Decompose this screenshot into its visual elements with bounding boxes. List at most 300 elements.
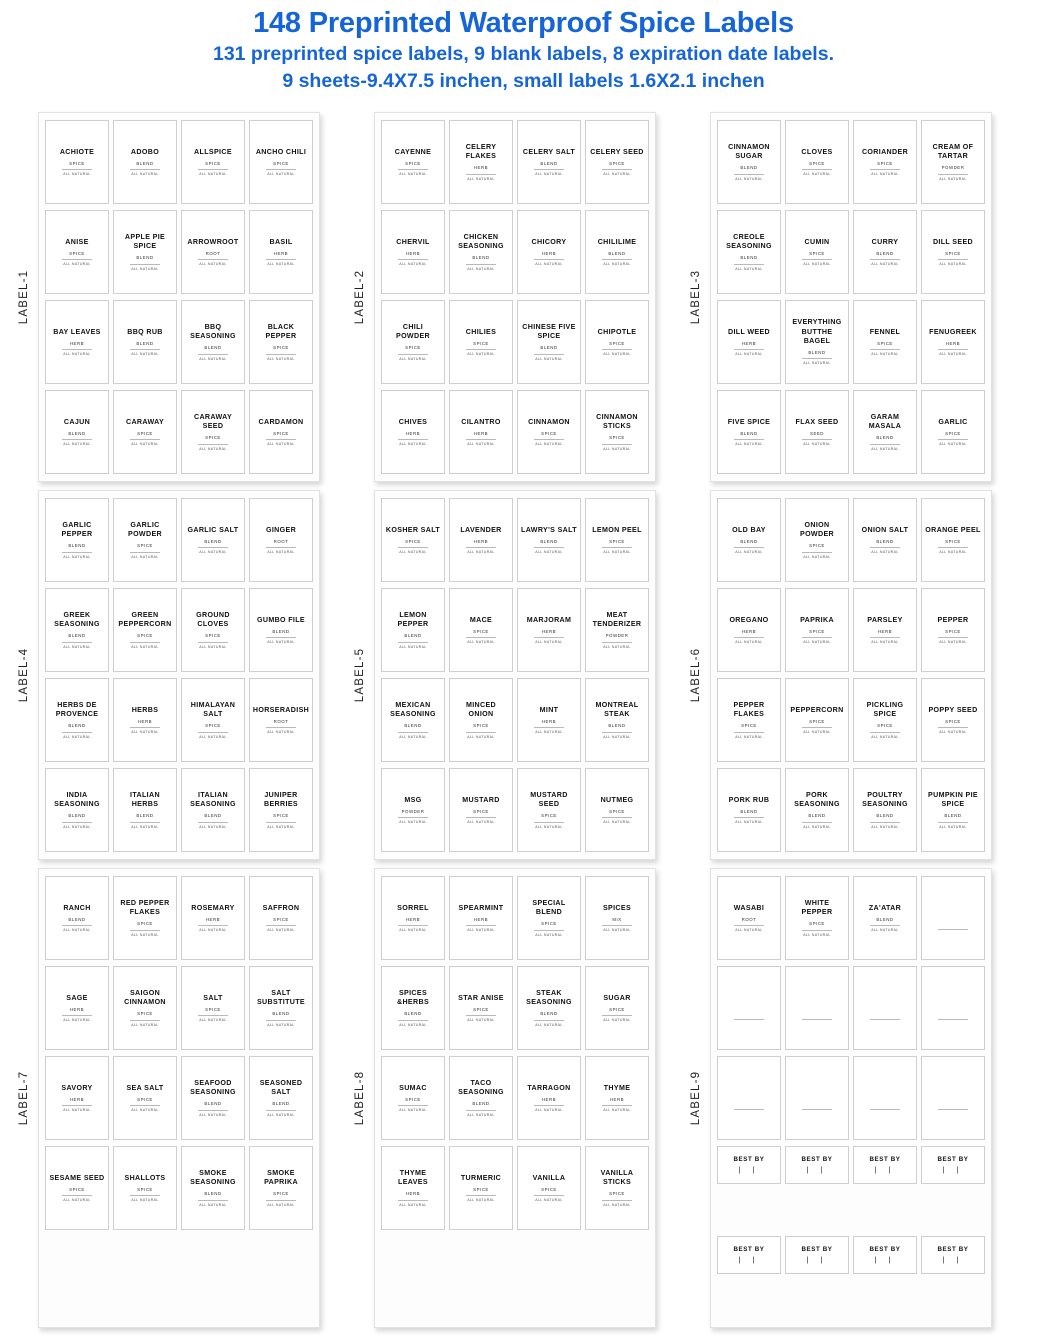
spice-name: ACHIOTE bbox=[59, 147, 95, 156]
spice-name: SMOKE PAPRIKA bbox=[264, 1168, 298, 1187]
spice-category: HERB bbox=[741, 628, 757, 634]
spice-name: CHICORY bbox=[531, 237, 567, 246]
sheet-side-label-text: LABEL-2 bbox=[354, 269, 366, 325]
spice-name: CAYENNE bbox=[394, 147, 432, 156]
spice-name: MINT bbox=[539, 705, 559, 714]
spice-category: HERB bbox=[69, 340, 85, 346]
divider-rule bbox=[198, 1110, 228, 1111]
all-natural-text: ALL NATURAL bbox=[803, 554, 831, 559]
date-slots: | | bbox=[806, 1167, 828, 1174]
spice-label bbox=[45, 1146, 109, 1230]
sheet-label-5 bbox=[346, 490, 656, 860]
all-natural-text: ALL NATURAL bbox=[63, 824, 91, 829]
spice-label bbox=[113, 768, 177, 852]
all-natural-text: ALL NATURAL bbox=[131, 932, 159, 937]
all-natural-text: ALL NATURAL bbox=[199, 446, 227, 451]
spice-name: LAVENDER bbox=[460, 525, 502, 534]
spice-category: BLEND bbox=[540, 160, 558, 166]
page-title: 148 Preprinted Waterproof Spice Labels bbox=[253, 7, 794, 39]
spice-name: MONTREAL STEAK bbox=[595, 700, 639, 719]
divider-rule bbox=[62, 552, 92, 553]
spice-label bbox=[113, 588, 177, 672]
divider-rule bbox=[938, 637, 968, 638]
divider-rule bbox=[602, 349, 632, 350]
subtitle-dimensions: 9 sheets-9.4X7.5 inchen, small labels 1.6X2.1 inchen bbox=[282, 69, 765, 92]
label-sheet bbox=[710, 490, 992, 860]
all-natural-text: ALL NATURAL bbox=[735, 351, 763, 356]
spice-label bbox=[785, 300, 849, 384]
divider-rule bbox=[802, 439, 832, 440]
spice-name: POPPY SEED bbox=[928, 705, 978, 714]
all-natural-text: ALL NATURAL bbox=[735, 639, 763, 644]
spice-name: CELERY SALT bbox=[522, 147, 576, 156]
spice-label bbox=[921, 120, 985, 204]
all-natural-text: ALL NATURAL bbox=[199, 644, 227, 649]
spice-name: CUMIN bbox=[804, 237, 830, 246]
spice-label bbox=[249, 390, 313, 474]
all-natural-text: ALL NATURAL bbox=[399, 734, 427, 739]
divider-rule bbox=[802, 259, 832, 260]
all-natural-text: ALL NATURAL bbox=[63, 734, 91, 739]
spice-name: GARLIC bbox=[938, 417, 968, 426]
label-sheet bbox=[374, 490, 656, 860]
spice-label bbox=[181, 1146, 245, 1230]
spice-name: PARSLEY bbox=[867, 615, 903, 624]
spice-category: SPICE bbox=[205, 435, 221, 441]
spice-name: CHILIES bbox=[465, 327, 497, 336]
all-natural-text: ALL NATURAL bbox=[535, 824, 563, 829]
spice-category: BLEND bbox=[204, 1101, 222, 1107]
divider-rule bbox=[62, 925, 92, 926]
spice-name: ARROWROOT bbox=[187, 237, 239, 246]
spice-category: SPICE bbox=[473, 340, 489, 346]
expiration-date-label bbox=[921, 1146, 985, 1184]
all-natural-text: ALL NATURAL bbox=[939, 176, 967, 181]
spice-label bbox=[921, 210, 985, 294]
spice-category: SPICE bbox=[877, 340, 893, 346]
all-natural-text: ALL NATURAL bbox=[603, 549, 631, 554]
spice-category: HERB bbox=[69, 1096, 85, 1102]
best-by-text: BEST BY bbox=[733, 1246, 765, 1253]
spice-category: SPICE bbox=[69, 160, 85, 166]
sheet-side-label bbox=[346, 868, 374, 1328]
spice-name: CHILILIME bbox=[597, 237, 637, 246]
sheet-label-8 bbox=[346, 868, 656, 1328]
all-natural-text: ALL NATURAL bbox=[131, 729, 159, 734]
divider-rule bbox=[734, 439, 764, 440]
spice-label bbox=[853, 210, 917, 294]
all-natural-text: ALL NATURAL bbox=[63, 1107, 91, 1112]
spice-category: ROOT bbox=[741, 916, 757, 922]
divider-rule bbox=[534, 354, 564, 355]
expiration-date-label bbox=[785, 1146, 849, 1184]
spice-category: BLEND bbox=[740, 538, 758, 544]
spice-label bbox=[853, 390, 917, 474]
sheet-row bbox=[0, 490, 1047, 860]
divider-rule bbox=[466, 1110, 496, 1111]
blank-label bbox=[717, 1056, 781, 1140]
divider-rule bbox=[802, 822, 832, 823]
spice-label bbox=[181, 588, 245, 672]
spice-category: BLEND bbox=[740, 165, 758, 171]
spice-label bbox=[585, 966, 649, 1050]
all-natural-text: ALL NATURAL bbox=[535, 729, 563, 734]
spice-label bbox=[517, 498, 581, 582]
spice-name: SORREL bbox=[397, 903, 429, 912]
spice-label bbox=[381, 1146, 445, 1230]
sheet-label-9 bbox=[682, 868, 992, 1328]
spice-label bbox=[381, 678, 445, 762]
divider-rule bbox=[602, 732, 632, 733]
spice-label bbox=[717, 210, 781, 294]
spice-name: CELERY FLAKES bbox=[465, 142, 497, 161]
spice-name: CINNAMON bbox=[528, 417, 570, 426]
spice-category: BLEND bbox=[608, 250, 626, 256]
spice-name: MEAT TENDERIZER bbox=[592, 610, 642, 629]
divider-rule bbox=[734, 732, 764, 733]
spice-name: SEASONED SALT bbox=[259, 1078, 303, 1097]
blank-label bbox=[785, 966, 849, 1050]
spice-name: GARAM MASALA bbox=[868, 412, 902, 431]
all-natural-text: ALL NATURAL bbox=[131, 441, 159, 446]
all-natural-text: ALL NATURAL bbox=[803, 441, 831, 446]
write-in-rule bbox=[802, 1109, 832, 1110]
spice-name: BAY LEAVES bbox=[53, 327, 101, 336]
spice-label bbox=[449, 210, 513, 294]
spice-name: PUMPKIN PIE SPICE bbox=[928, 790, 978, 809]
spice-category: BLEND bbox=[876, 538, 894, 544]
spice-name: THYME bbox=[603, 1083, 631, 1092]
spice-category: HERB bbox=[541, 628, 557, 634]
divider-rule bbox=[398, 1020, 428, 1021]
all-natural-text: ALL NATURAL bbox=[603, 351, 631, 356]
spice-label bbox=[785, 876, 849, 960]
all-natural-text: ALL NATURAL bbox=[603, 1017, 631, 1022]
spice-category: BLEND bbox=[204, 813, 222, 819]
spice-category: BLEND bbox=[272, 628, 290, 634]
divider-rule bbox=[130, 1105, 160, 1106]
all-natural-text: ALL NATURAL bbox=[131, 171, 159, 176]
spice-name: SESAME SEED bbox=[49, 1173, 105, 1182]
all-natural-text: ALL NATURAL bbox=[939, 351, 967, 356]
divider-rule bbox=[802, 552, 832, 553]
spice-category: SPICE bbox=[273, 813, 289, 819]
spice-name: CHICKEN SEASONING bbox=[458, 232, 504, 251]
best-by-text: BEST BY bbox=[937, 1156, 969, 1163]
spice-label bbox=[785, 120, 849, 204]
spice-label bbox=[249, 120, 313, 204]
sheet-row bbox=[0, 112, 1047, 482]
divider-rule bbox=[466, 817, 496, 818]
spice-label bbox=[785, 588, 849, 672]
divider-rule bbox=[398, 642, 428, 643]
divider-rule bbox=[198, 169, 228, 170]
sheet-side-label-text: LABEL-7 bbox=[18, 1070, 30, 1126]
spice-category: SPICE bbox=[137, 1011, 153, 1017]
divider-rule bbox=[198, 1200, 228, 1201]
spice-name: CARAWAY bbox=[125, 417, 165, 426]
sheet-side-label bbox=[10, 112, 38, 482]
all-natural-text: ALL NATURAL bbox=[63, 1017, 91, 1022]
divider-rule bbox=[266, 1200, 296, 1201]
spice-name: MSG bbox=[404, 795, 422, 804]
spice-label bbox=[181, 876, 245, 960]
blank-label bbox=[853, 1056, 917, 1140]
spice-name: SAGE bbox=[66, 993, 88, 1002]
divider-rule bbox=[62, 259, 92, 260]
spice-name: STEAK SEASONING bbox=[526, 988, 572, 1007]
spice-label bbox=[181, 210, 245, 294]
spice-label bbox=[585, 588, 649, 672]
spice-name: FENUGREEK bbox=[929, 327, 977, 336]
spice-name: RED PEPPER FLAKES bbox=[120, 898, 170, 917]
spice-name: CREAM OF TARTAR bbox=[932, 142, 974, 161]
spice-category: BLEND bbox=[68, 633, 86, 639]
spice-name: DILL WEED bbox=[727, 327, 771, 336]
all-natural-text: ALL NATURAL bbox=[803, 729, 831, 734]
write-in-rule bbox=[938, 1109, 968, 1110]
spice-label bbox=[517, 768, 581, 852]
all-natural-text: ALL NATURAL bbox=[603, 446, 631, 451]
spice-label bbox=[249, 1056, 313, 1140]
spice-category: SPICE bbox=[877, 160, 893, 166]
spice-label bbox=[517, 678, 581, 762]
sheet-label-7 bbox=[10, 868, 320, 1328]
all-natural-text: ALL NATURAL bbox=[603, 734, 631, 739]
all-natural-text: ALL NATURAL bbox=[603, 1202, 631, 1207]
divider-rule bbox=[870, 925, 900, 926]
divider-rule bbox=[602, 169, 632, 170]
spice-label bbox=[517, 1146, 581, 1230]
all-natural-text: ALL NATURAL bbox=[467, 441, 495, 446]
spice-name: VANILLA STICKS bbox=[600, 1168, 634, 1187]
spice-category: HERB bbox=[137, 718, 153, 724]
spice-label bbox=[585, 768, 649, 852]
divider-rule bbox=[534, 439, 564, 440]
expiration-date-label bbox=[853, 1146, 917, 1184]
divider-rule bbox=[602, 547, 632, 548]
spice-category: SPICE bbox=[473, 723, 489, 729]
divider-rule bbox=[870, 349, 900, 350]
spice-label bbox=[45, 498, 109, 582]
spice-name: ANISE bbox=[65, 237, 89, 246]
spice-category: BLEND bbox=[472, 255, 490, 261]
spice-label bbox=[921, 498, 985, 582]
divider-rule bbox=[466, 439, 496, 440]
all-natural-text: ALL NATURAL bbox=[267, 356, 295, 361]
spice-label bbox=[249, 588, 313, 672]
spice-label bbox=[517, 966, 581, 1050]
sheet-label-1 bbox=[10, 112, 320, 482]
spice-category: HERB bbox=[273, 250, 289, 256]
spice-category: BLEND bbox=[204, 345, 222, 351]
divider-rule bbox=[62, 822, 92, 823]
all-natural-text: ALL NATURAL bbox=[735, 819, 763, 824]
spice-name: GARLIC POWDER bbox=[127, 520, 163, 539]
all-natural-text: ALL NATURAL bbox=[871, 734, 899, 739]
spice-name: NUTMEG bbox=[600, 795, 634, 804]
spice-label bbox=[853, 678, 917, 762]
spice-name: SUMAC bbox=[399, 1083, 427, 1092]
spice-name: FENNEL bbox=[869, 327, 901, 336]
write-in-rule bbox=[734, 1109, 764, 1110]
date-slots: | | bbox=[874, 1167, 896, 1174]
date-slots: | | bbox=[738, 1167, 760, 1174]
all-natural-text: ALL NATURAL bbox=[199, 824, 227, 829]
spice-label bbox=[517, 876, 581, 960]
spice-category: ROOT bbox=[273, 538, 289, 544]
divider-rule bbox=[870, 259, 900, 260]
spice-category: HERB bbox=[877, 628, 893, 634]
all-natural-text: ALL NATURAL bbox=[467, 351, 495, 356]
spice-name: MEXICAN SEASONING bbox=[390, 700, 436, 719]
divider-rule bbox=[734, 637, 764, 638]
spice-category: SPICE bbox=[609, 538, 625, 544]
all-natural-text: ALL NATURAL bbox=[63, 171, 91, 176]
all-natural-text: ALL NATURAL bbox=[603, 819, 631, 824]
spice-category: BLEND bbox=[136, 340, 154, 346]
divider-rule bbox=[198, 259, 228, 260]
spice-name: ITALIAN HERBS bbox=[130, 790, 160, 809]
spice-label bbox=[113, 300, 177, 384]
all-natural-text: ALL NATURAL bbox=[803, 824, 831, 829]
divider-rule bbox=[398, 439, 428, 440]
sheet-side-label-text: LABEL-1 bbox=[18, 269, 30, 325]
divider-rule bbox=[602, 1105, 632, 1106]
spice-label bbox=[181, 1056, 245, 1140]
spice-category: BLEND bbox=[272, 1101, 290, 1107]
spice-label bbox=[449, 1146, 513, 1230]
all-natural-text: ALL NATURAL bbox=[399, 441, 427, 446]
spice-category: HERB bbox=[205, 916, 221, 922]
all-natural-text: ALL NATURAL bbox=[131, 824, 159, 829]
spice-category: BLEND bbox=[136, 813, 154, 819]
spice-label bbox=[381, 876, 445, 960]
all-natural-text: ALL NATURAL bbox=[131, 1197, 159, 1202]
divider-rule bbox=[398, 259, 428, 260]
spice-category: SPICE bbox=[945, 538, 961, 544]
spice-category: SPICE bbox=[273, 430, 289, 436]
spice-category: BLEND bbox=[740, 808, 758, 814]
divider-rule bbox=[266, 1110, 296, 1111]
all-natural-text: ALL NATURAL bbox=[603, 171, 631, 176]
spice-category: BLEND bbox=[404, 1011, 422, 1017]
spice-label bbox=[785, 210, 849, 294]
divider-rule bbox=[870, 547, 900, 548]
spice-label bbox=[717, 120, 781, 204]
spice-label bbox=[449, 966, 513, 1050]
spice-name: EVERYTHING BUTTHE BAGEL bbox=[792, 318, 842, 345]
spice-category: BLEND bbox=[68, 430, 86, 436]
all-natural-text: ALL NATURAL bbox=[939, 729, 967, 734]
divider-rule bbox=[534, 1020, 564, 1021]
spice-label bbox=[381, 588, 445, 672]
spice-label bbox=[181, 300, 245, 384]
spice-label bbox=[113, 876, 177, 960]
divider-rule bbox=[734, 174, 764, 175]
spice-label bbox=[45, 300, 109, 384]
spice-category: POWDER bbox=[401, 808, 425, 814]
spice-category: BLEND bbox=[472, 1101, 490, 1107]
spice-label bbox=[585, 678, 649, 762]
blank-label bbox=[717, 966, 781, 1050]
spice-label bbox=[249, 498, 313, 582]
divider-rule bbox=[938, 259, 968, 260]
spice-label bbox=[381, 210, 445, 294]
sheet-side-label bbox=[682, 490, 710, 860]
label-sheet bbox=[38, 490, 320, 860]
spice-category: SPICE bbox=[541, 1186, 557, 1192]
divider-rule bbox=[130, 1020, 160, 1021]
spice-category: BLEND bbox=[540, 1011, 558, 1017]
spice-label bbox=[45, 768, 109, 852]
all-natural-text: ALL NATURAL bbox=[399, 171, 427, 176]
divider-rule bbox=[602, 642, 632, 643]
spice-label bbox=[921, 390, 985, 474]
divider-rule bbox=[62, 439, 92, 440]
all-natural-text: ALL NATURAL bbox=[399, 549, 427, 554]
spice-label bbox=[381, 390, 445, 474]
blank-label bbox=[853, 966, 917, 1050]
spice-label bbox=[249, 966, 313, 1050]
divider-rule bbox=[602, 1200, 632, 1201]
divider-rule bbox=[130, 822, 160, 823]
spice-category: BLEND bbox=[540, 538, 558, 544]
write-in-rule bbox=[938, 1019, 968, 1020]
spice-name: CARDAMON bbox=[258, 417, 304, 426]
divider-rule bbox=[62, 349, 92, 350]
divider-rule bbox=[62, 1015, 92, 1016]
spice-category: HERB bbox=[609, 1096, 625, 1102]
spice-label bbox=[853, 768, 917, 852]
spice-name: ANCHO CHILI bbox=[255, 147, 307, 156]
best-by-text: BEST BY bbox=[869, 1156, 901, 1163]
spice-category: HERB bbox=[541, 718, 557, 724]
spice-name: FIVE SPICE bbox=[727, 417, 771, 426]
all-natural-text: ALL NATURAL bbox=[199, 1017, 227, 1022]
divider-rule bbox=[398, 354, 428, 355]
divider-rule bbox=[802, 930, 832, 931]
divider-rule bbox=[398, 732, 428, 733]
all-natural-text: ALL NATURAL bbox=[535, 932, 563, 937]
spice-name: KOSHER SALT bbox=[385, 525, 441, 534]
spice-name: TARRAGON bbox=[527, 1083, 571, 1092]
all-natural-text: ALL NATURAL bbox=[735, 176, 763, 181]
spice-name: JUNIPER BERRIES bbox=[264, 790, 298, 809]
spice-name: GINGER bbox=[265, 525, 297, 534]
label-sheet bbox=[710, 112, 992, 482]
spice-category: SPICE bbox=[541, 430, 557, 436]
divider-rule bbox=[534, 930, 564, 931]
spice-name: CHERVIL bbox=[396, 237, 430, 246]
expiration-date-label bbox=[717, 1146, 781, 1184]
all-natural-text: ALL NATURAL bbox=[63, 351, 91, 356]
spice-category: HERB bbox=[405, 1191, 421, 1197]
spice-category: SPICE bbox=[945, 250, 961, 256]
spice-name: CINNAMON SUGAR bbox=[728, 142, 770, 161]
spice-label bbox=[249, 678, 313, 762]
all-natural-text: ALL NATURAL bbox=[535, 356, 563, 361]
spice-label bbox=[449, 390, 513, 474]
all-natural-text: ALL NATURAL bbox=[131, 1022, 159, 1027]
all-natural-text: ALL NATURAL bbox=[939, 639, 967, 644]
divider-rule bbox=[870, 822, 900, 823]
spice-category: BLEND bbox=[68, 813, 86, 819]
spice-label bbox=[45, 210, 109, 294]
spice-name: CINNAMON STICKS bbox=[596, 412, 638, 431]
all-natural-text: ALL NATURAL bbox=[535, 639, 563, 644]
all-natural-text: ALL NATURAL bbox=[267, 1022, 295, 1027]
